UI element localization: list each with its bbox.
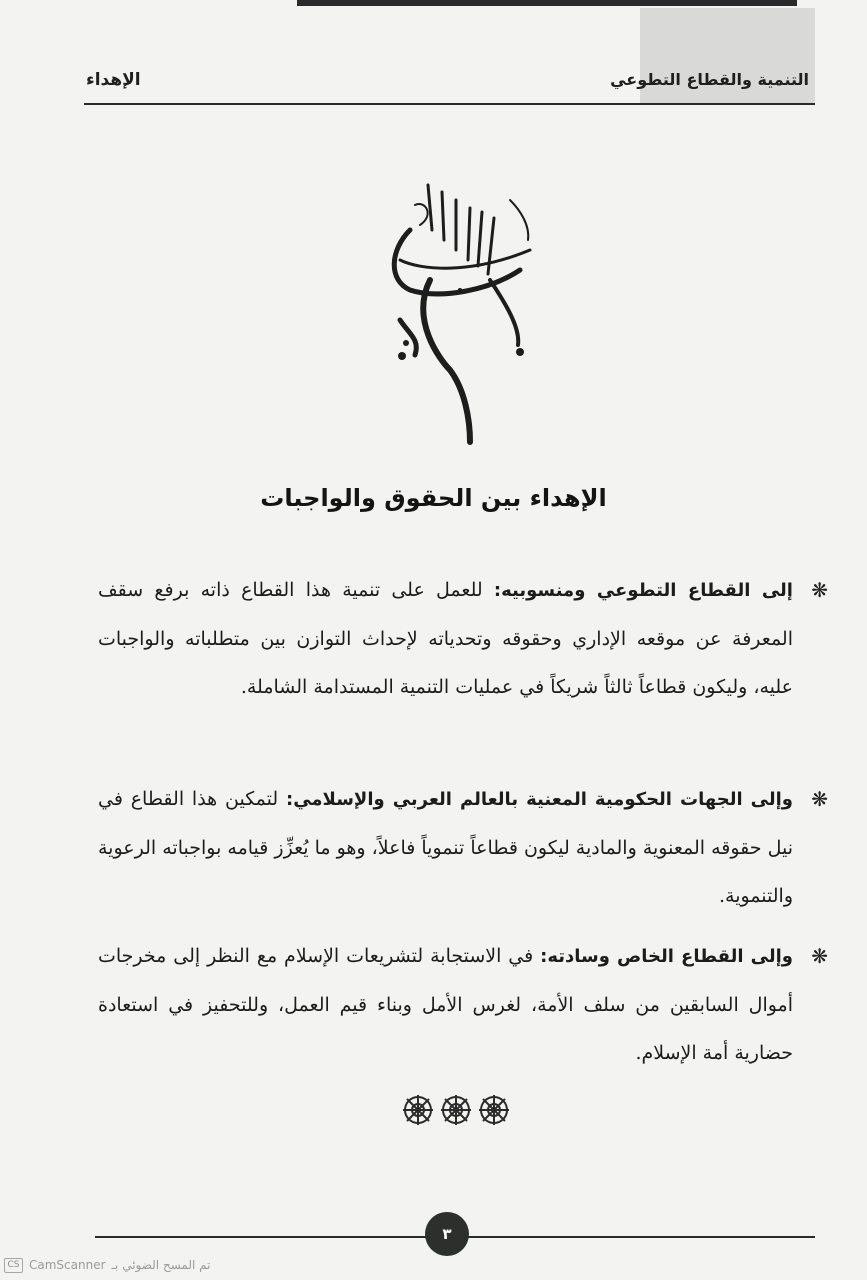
header-divider — [84, 103, 815, 105]
page-number-badge: ٣ — [425, 1212, 469, 1256]
dedication-item-3 — [98, 932, 828, 1077]
header-title-box — [640, 8, 815, 104]
dedication-item-2 — [98, 775, 828, 920]
item-text: لتمكين هذا القطاع في نيل حقوقه المعنوية والمادية ليكون قطاعاً تنموياً فاعلاً، وهو ما يُعزِّز قيامه بواجباته الرعوية والتنموية. — [98, 788, 793, 907]
bullet-icon: ❋ — [811, 787, 828, 811]
watermark-text: تم المسح الضوئي بـ — [111, 1258, 211, 1272]
bullet-icon: ❋ — [811, 944, 828, 968]
watermark-app-name: CamScanner — [29, 1258, 106, 1272]
item-lead: وإلى الجهات الحكومية المعنية بالعالم العربي والإسلامي: — [286, 789, 793, 810]
scan-edge-bar — [297, 0, 797, 6]
item-lead: وإلى القطاع الخاص وسادته: — [540, 946, 793, 967]
book-title: التنمية والقطاع التطوعي — [610, 70, 809, 89]
camscanner-logo-icon: CS — [4, 1258, 23, 1273]
item-text: في الاستجابة لتشريعات الإسلام مع النظر إلى مخرجات أموال السابقين من سلف الأمة، لغرس الأمل وبناء قيم العمل، وللتحفيز في استعادة حضارية أمة الإسلام. — [98, 945, 793, 1064]
section-name: الإهداء — [86, 70, 141, 90]
dedication-item-1 — [98, 566, 828, 711]
flower-ornament-icon — [396, 1090, 516, 1130]
dedication-title: الإهداء بين الحقوق والواجبات — [260, 484, 607, 512]
bullet-icon: ❋ — [811, 578, 828, 602]
item-lead: إلى القطاع التطوعي ومنسوبيه: — [493, 580, 793, 601]
basmala-calligraphy — [370, 170, 550, 450]
scanner-watermark — [4, 1256, 210, 1274]
item-text: للعمل على تنمية هذا القطاع ذاته برفع سقف المعرفة عن موقعه الإداري وحقوقه وتحدياته لإحداث التوازن بين متطلباته والواجبات عليه، وليكون قطاعاً ثالثاً شريكاً في عمليات التنمية المستدامة الشاملة. — [98, 579, 793, 698]
